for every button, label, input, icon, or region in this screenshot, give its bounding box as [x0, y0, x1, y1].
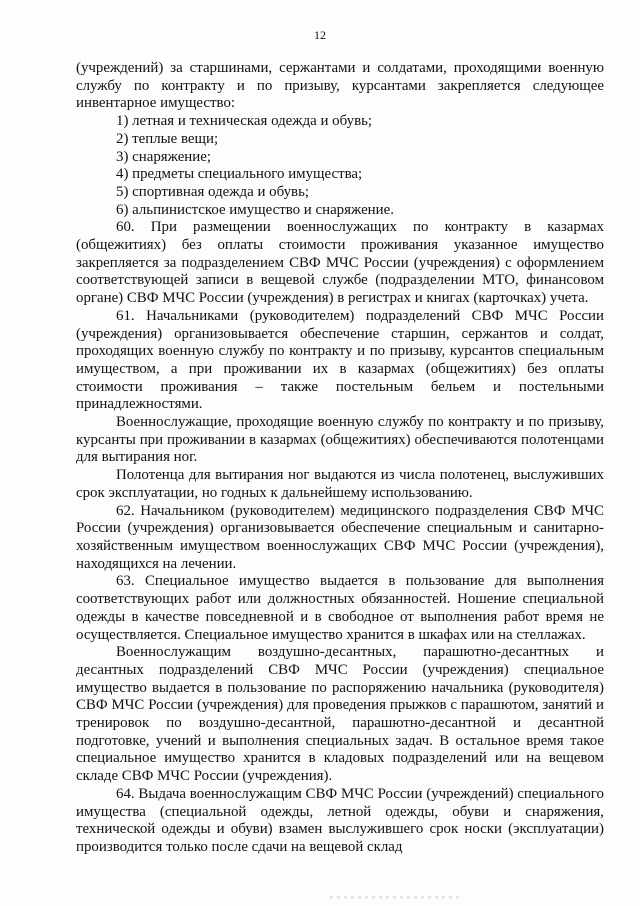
paragraph-63-airborne: Военнослужащим воздушно-десантных, парашютно-десантных и десантных подразделений СВФ МЧС России (учреждения) специальное имущество выдается в пользование по распоряжению начальника (руководителя) СВФ МЧС России (учреждения) для проведения прыжков с парашютом, занятий и тренировок по воздушно-десантной, парашютно-десантной и десантной подготовке, учений и выполнения специальных задач. В остальное время такое специальное имущество хранится в кладовых подразделений или на вещевом складе СВФ МЧС России (учреждения). — [76, 644, 604, 785]
inventory-list — [76, 113, 604, 219]
paragraph-61-towels-source: Полотенца для вытирания ног выдаются из числа полотенец, выслуживших срок эксплуатации, но годных к дальнейшему использованию. — [76, 467, 604, 501]
paragraph-61-towels: Военнослужащие, проходящие военную службу по контракту и по призыву, курсанты при проживании в казармах (общежитиях) обеспечиваются полотенцами для вытирания ног. — [76, 414, 604, 466]
document-body — [76, 60, 604, 857]
scan-artifact — [330, 896, 460, 899]
list-item: 6) альпинистское имущество и снаряжение. — [116, 201, 394, 218]
list-item: 1) летная и техническая одежда и обувь; — [116, 113, 373, 130]
paragraph-61: 61. Начальниками (руководителем) подразделений СВФ МЧС России (учреждения) организовывается обеспечение старшин, сержантов и солдат, проходящих военную службу по контракту и по призыву, курсантов специальным имуществом, а при проживании их в казармах (общежитиях) без оплаты стоимости проживания – также постельным бельем и постельными принадлежностями. — [76, 307, 604, 413]
list-item: 2) теплые вещи; — [116, 130, 219, 147]
paragraph-63: 63. Специальное имущество выдается в пользование для выполнения соответствующих работ или должностных обязанностей. Ношение специальной одежды в качестве повседневной и в свободное от выполнения работ время не осуществляется. Специальное имущество хранится в шкафах или на стеллажах. — [76, 573, 604, 643]
paragraph-continuation: (учреждений) за старшинами, сержантами и солдатами, проходящими военную службу по контракту и по призыву, курсантами закрепляется следующее инвентарное имущество: — [76, 60, 604, 112]
paragraph-62: 62. Начальником (руководителем) медицинского подразделения СВФ МЧС России (учреждения) организовывается обеспечение специальным и санитарно-хозяйственным имуществом военнослужащих СВФ МЧС России (учреждения), находящихся на лечении. — [76, 502, 604, 572]
list-item: 4) предметы специального имущества; — [116, 166, 363, 183]
paragraph-64: 64. Выдача военнослужащим СВФ МЧС России (учреждений) специального имущества (специальной одежды, летной одежды, обуви и снаряжения, технической одежды и обуви) взамен выслужившего срок носки (эксплуатации) производится только после сдачи на вещевой склад — [76, 785, 604, 855]
page-number: 12 — [314, 28, 326, 42]
list-item: 3) снаряжение; — [116, 148, 211, 165]
paragraph-60: 60. При размещении военнослужащих по контракту в казармах (общежитиях) без оплаты стоимости проживания указанное имущество закрепляется за подразделением СВФ МЧС России (учреждения) с оформлением соответствующей записи в вещевой службе (подразделении МТО, финансовом органе) СВФ МЧС России (учреждения) в регистрах и книгах (карточках) учета. — [76, 219, 604, 307]
list-item: 5) спортивная одежда и обувь; — [116, 183, 310, 200]
